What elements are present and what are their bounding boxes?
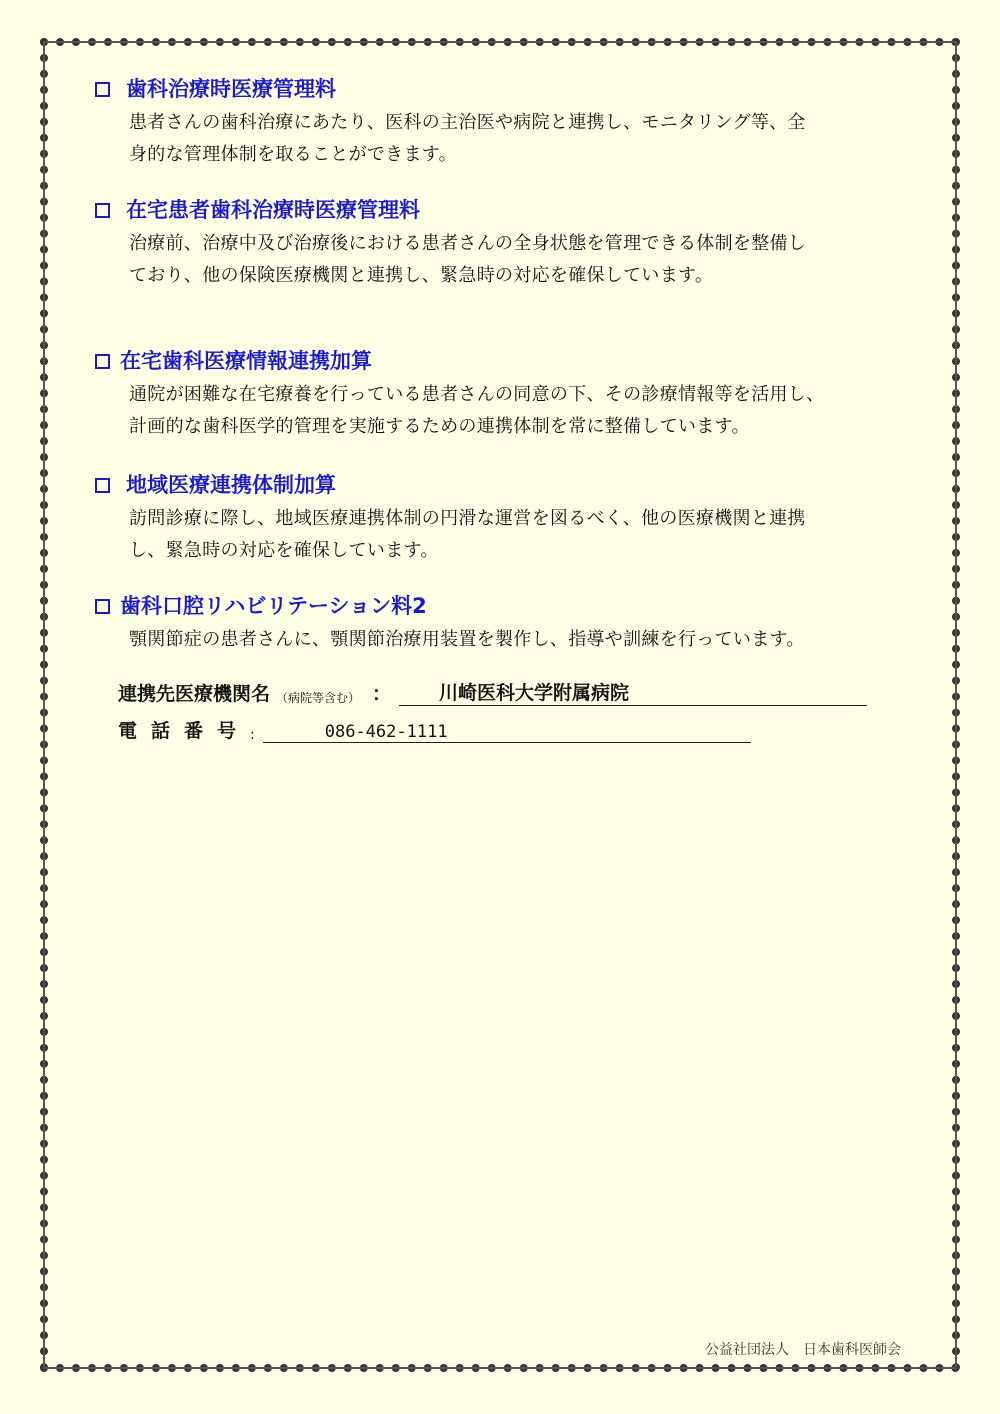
partner-institution-row — [118, 678, 867, 706]
partner-label-note: （病院等含む） — [276, 691, 361, 705]
body-line: 顎関節症の患者さんに、顎関節治療用装置を製作し、指導や訓練を行っています。 — [129, 629, 805, 650]
section-home-dental-info-link — [95, 346, 925, 443]
body-line: 計画的な歯科医学的管理を実施するための連携体制を常に整備しています。 — [129, 416, 750, 437]
body-line: し、緊急時の対応を確保しています。 — [129, 540, 439, 561]
checkbox-icon — [95, 203, 110, 218]
partner-label: 連携先医療機関名 — [118, 683, 271, 705]
section-heading: 歯科治療時医療管理料 — [126, 77, 336, 101]
section-heading: 在宅歯科医療情報連携加算 — [120, 349, 372, 373]
partner-colon: ： — [372, 683, 392, 705]
section-home-care-dental-management — [95, 195, 925, 292]
section-heading: 地域医療連携体制加算 — [126, 473, 336, 497]
body-line: 身的な管理体制を取ることができます。 — [129, 144, 457, 165]
body-line: 訪問診療に際し、地域医療連携体制の円滑な運営を図るべく、他の医療機関と連携 — [129, 508, 806, 529]
section-body — [129, 107, 925, 171]
phone-colon: : — [250, 727, 255, 743]
phone-row — [118, 716, 751, 743]
section-body — [129, 503, 925, 567]
partner-name-field: 川崎医科大学附属病院 — [399, 678, 867, 706]
phone-number-field: 086-462-1111 — [263, 722, 751, 743]
footer-organization: 公益社団法人 日本歯科医師会 — [705, 1342, 901, 1358]
section-dental-treatment-management — [95, 74, 925, 171]
body-line: 患者さんの歯科治療にあたり、医科の主治医や病院と連携し、モニタリング等、全 — [129, 112, 806, 133]
section-heading: 在宅患者歯科治療時医療管理料 — [126, 198, 420, 222]
section-oral-rehabilitation — [95, 591, 925, 656]
section-regional-medical-link — [95, 470, 925, 567]
checkbox-icon — [95, 354, 110, 369]
section-body — [129, 379, 925, 443]
section-body — [129, 228, 925, 292]
section-heading: 歯科口腔リハビリテーション料2 — [120, 594, 427, 618]
checkbox-icon — [95, 478, 110, 493]
checkbox-icon — [95, 599, 110, 614]
body-line: 治療前、治療中及び治療後における患者さんの全身状態を管理できる体制を整備し — [129, 233, 807, 254]
section-body — [129, 624, 925, 656]
body-line: ており、他の保険医療機関と連携し、緊急時の対応を確保しています。 — [129, 265, 714, 286]
phone-label: 電話番号 — [118, 720, 251, 742]
checkbox-icon — [95, 82, 110, 97]
body-line: 通院が困難な在宅療養を行っている患者さんの同意の下、その診療情報等を活用し、 — [129, 384, 825, 405]
